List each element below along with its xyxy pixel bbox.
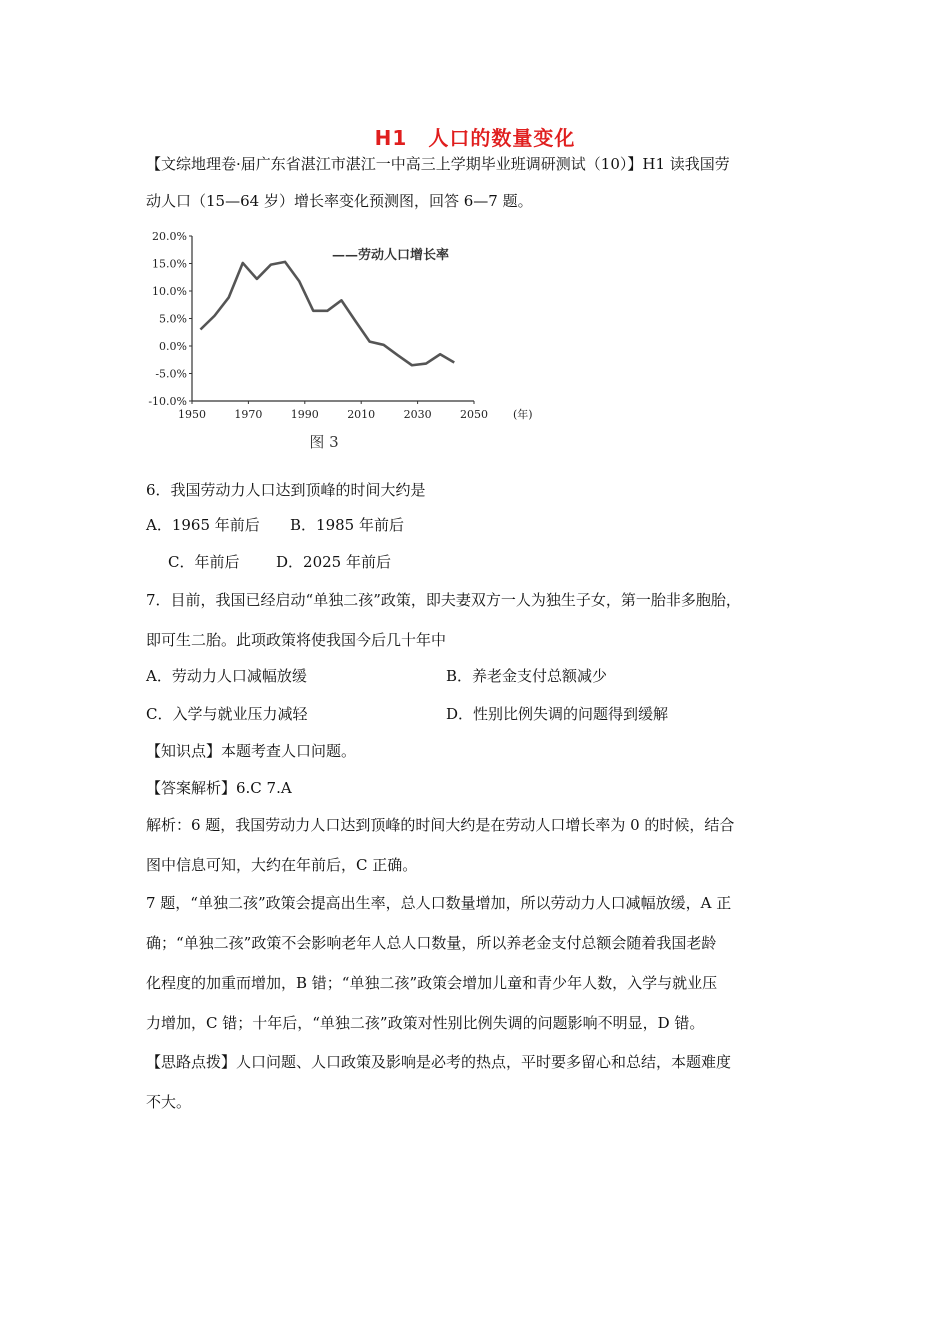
- y-tick-label: 5.0%: [159, 312, 187, 326]
- q6-option-b: B．1985 年前后: [290, 516, 404, 534]
- q7-option-a: A．劳动力人口减幅放缓: [146, 667, 307, 685]
- q6-option-d: D．2025 年前后: [276, 553, 391, 571]
- series-line: [200, 262, 454, 365]
- q7-option-c: C．入学与就业压力减轻: [146, 705, 308, 723]
- analysis-line: 化程度的加重而增加，B 错；“单独二孩”政策会增加儿童和青少年人数，入学与就业压: [146, 974, 718, 992]
- analysis-line: 图中信息可知，大约在年前后，C 正确。: [146, 856, 418, 874]
- x-tick-label: 1970: [234, 408, 263, 421]
- tips-line: 不大。: [146, 1093, 192, 1111]
- analysis-line: 解析：6 题，我国劳动力人口达到顶峰的时间大约是在劳动人口增长率为 0 的时候，结合: [146, 816, 735, 834]
- y-tick-label: 0.0%: [159, 340, 187, 353]
- y-tick-label: 10.0%: [152, 285, 187, 298]
- x-unit-label: (年): [513, 408, 533, 421]
- y-tick-label: 15.0%: [152, 257, 187, 271]
- page-title: H1 人口的数量变化: [374, 126, 576, 150]
- answer-line: 【答案解析】6.C 7.A: [146, 779, 292, 797]
- q7-stem-2: 即可生二胎。此项政策将使我国今后几十年中: [146, 631, 447, 649]
- x-tick-label: 2030: [403, 408, 432, 421]
- y-tick-label: -5.0%: [155, 367, 187, 381]
- q6-option-c: C．年前后: [168, 553, 240, 571]
- x-tick-label: 1990: [290, 408, 319, 421]
- x-tick-label: 1950: [178, 408, 206, 421]
- source-line-2: 动人口（15—64 岁）增长率变化预测图，回答 6—7 题。: [146, 192, 533, 210]
- x-tick-label: 2050: [460, 408, 488, 421]
- analysis-line: 力增加，C 错；十年后，“单独二孩”政策对性别比例失调的问题影响不明显，D 错。: [146, 1014, 705, 1032]
- q6-stem: 6．我国劳动力人口达到顶峰的时间大约是: [146, 481, 426, 499]
- chart-caption: 图 3: [309, 433, 339, 451]
- q7-option-d: D．性别比例失调的问题得到缓解: [446, 705, 669, 723]
- y-tick-label: -10.0%: [148, 395, 187, 408]
- q7-stem-1: 7．目前，我国已经启动“单独二孩”政策，即夫妻双方一人为独生子女，第一胎非多胞胎，: [146, 591, 741, 609]
- labor-growth-chart: [144, 228, 544, 458]
- x-tick-label: 2010: [347, 408, 376, 421]
- analysis-line: 确；“单独二孩”政策不会影响老年人总人口数量，所以养老金支付总额会随着我国老龄: [146, 934, 717, 952]
- knowledge-point: 【知识点】本题考查人口问题。: [146, 742, 357, 760]
- chart-svg: [144, 228, 544, 458]
- analysis-line: 7 题，“单独二孩”政策会提高出生率，总人口数量增加，所以劳动力人口减幅放缓，A 正: [146, 894, 732, 912]
- legend-label: ——劳动人口增长率: [332, 248, 450, 263]
- source-line-1: 【文综地理卷·届广东省湛江市湛江一中高三上学期毕业班调研测试（10）】H1 读我国劳: [146, 155, 730, 173]
- y-tick-label: 20.0%: [152, 230, 187, 243]
- q6-option-a: A．1965 年前后: [146, 516, 260, 534]
- q7-option-b: B．养老金支付总额减少: [446, 667, 608, 685]
- tips-line: 【思路点拨】人口问题、人口政策及影响是必考的热点，平时要多留心和总结，本题难度: [146, 1053, 732, 1071]
